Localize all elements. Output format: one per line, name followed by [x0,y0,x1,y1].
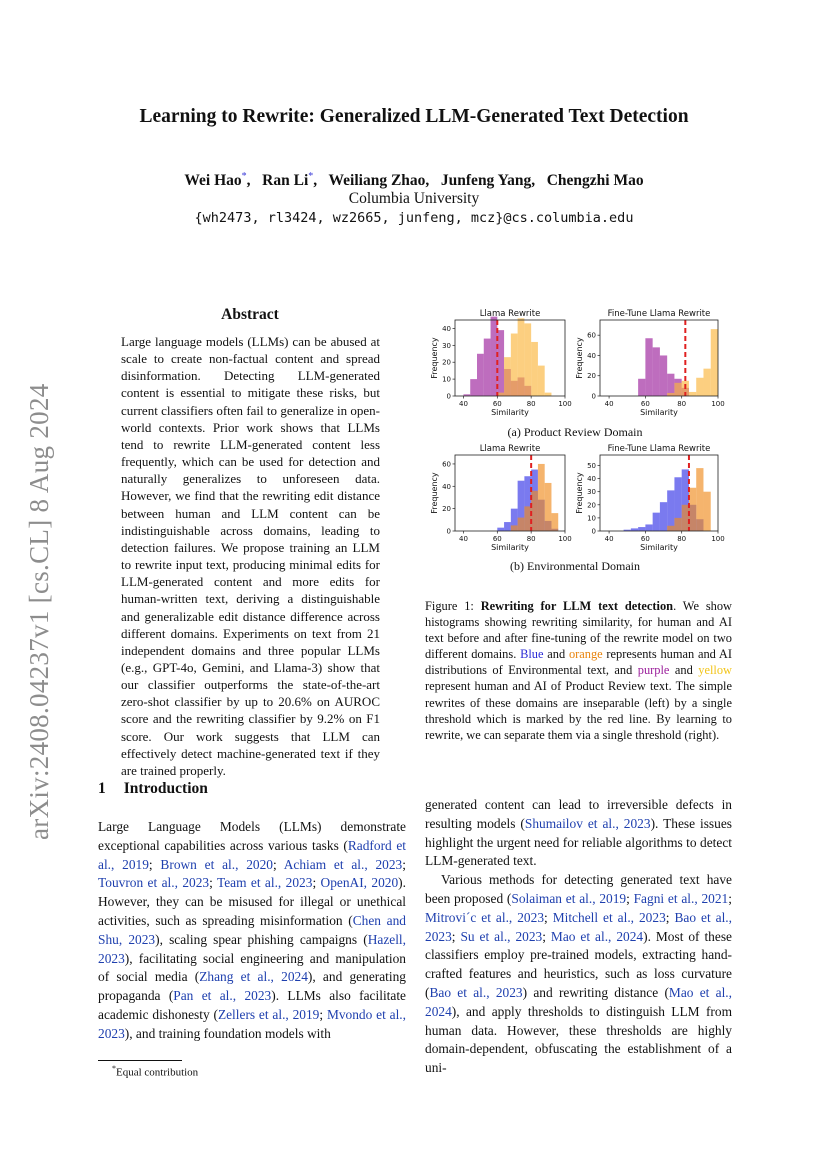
x-tick-label: 80 [526,400,536,408]
x-axis-label: Similarity [491,543,529,552]
author-name: Chengzhi Mao [546,172,644,190]
histogram-bar [538,366,545,396]
figure-1 [415,300,735,580]
x-tick-label: 40 [459,400,468,408]
text-run: ; [544,909,553,925]
y-tick-label: 20 [587,501,596,510]
x-tick-label: 60 [492,535,502,543]
citation-link[interactable]: Touvron et al., 2023 [98,875,210,891]
histogram-bar [511,334,518,396]
histogram-bar [518,318,525,396]
y-tick-label: 60 [587,331,596,340]
paper-title: Learning to Rewrite: Generalized LLM-Generated Text Detection [139,106,689,127]
x-tick-label: 100 [711,535,725,543]
text-run: ; [728,890,732,906]
text-run: ), and generating propaganda ( [98,969,406,1004]
histogram-bar [484,339,491,396]
y-tick-label: 50 [587,461,596,470]
histogram-bar [653,513,660,531]
y-axis-label: Frequency [430,472,439,514]
text-run: Large Language Models (LLMs) demonstrate exceptional capabilities across various tasks ( [98,819,406,853]
x-tick-label: 100 [558,535,572,543]
y-tick-label: 0 [446,392,451,401]
citation-link[interactable]: Mao et al., 2024 [425,984,732,1019]
histogram-bar [689,392,696,396]
histogram-bar [703,492,710,531]
histogram-bar [667,526,674,531]
caption-run: represents human and AI distributions of Environmental text, and [425,647,732,678]
x-tick-label: 60 [640,400,650,408]
text-run: ; [451,928,461,944]
y-axis-label: Frequency [575,472,584,514]
text-run: ; [209,875,217,891]
x-axis-label: Similarity [491,408,529,417]
chart-title: Fine-Tune Llama Rewrite [607,309,711,319]
text-run: ). LLMs also facilitate academic dishonesty ( [98,988,406,1022]
citation-link[interactable]: Radford et al., 2019 [98,837,407,872]
caption-run: represent human and AI of Product Review text. The simple rewrites of these domains are inseparable (left) by a single threshold which is marked by the red line. By learning to rewrite, we can separate them via a single threshold (right). [425,679,732,742]
author-name: Wei Hao [184,172,242,190]
text-run: ; [665,909,675,925]
text-run: ; [148,856,161,872]
author-name: Weiliang Zhao [328,172,426,190]
histogram-bar [524,323,531,396]
histogram-bar [660,355,667,396]
text-run: ), scaling spear phishing campaigns ( [155,931,368,947]
y-tick-label: 10 [442,375,451,384]
citation-link[interactable]: Hazell, 2023 [98,931,406,966]
intro-left-column [98,818,406,1044]
y-tick-label: 20 [442,505,451,514]
histogram-bar [689,488,696,531]
y-tick-label: 20 [587,372,596,381]
citation-link[interactable]: Chen and Shu, 2023 [98,912,406,947]
text-run: ; [312,875,321,891]
y-tick-label: 20 [442,358,451,367]
x-tick-label: 60 [640,535,650,543]
y-tick-label: 40 [587,351,596,360]
affiliation: Columbia University [348,190,480,207]
citation-link[interactable]: Brown et al., 2020 [160,856,273,872]
text-run: generated content can lead to irreversible defects in resulting models ( [425,797,732,831]
x-tick-label: 80 [526,535,536,543]
y-axis-label: Frequency [430,337,439,379]
histogram-bar [504,522,511,531]
x-axis-label: Similarity [640,543,678,552]
histogram-bar [551,513,558,531]
histogram-bar [638,527,645,531]
arxiv-id: arXiv:2408.04237v1 [cs.CL] 8 Aug 2024 [24,383,54,840]
histogram-bar [682,505,689,531]
color-word-purple: purple [637,663,670,678]
caption-bold: Rewriting for LLM text detection [480,599,674,613]
histogram-bar [538,464,545,531]
intro-paragraph [425,796,732,871]
text-run: Various methods for detecting generated text have been proposed ( [425,872,732,906]
citation-link[interactable]: Mao et al., 2024 [550,928,644,944]
y-tick-label: 0 [591,392,596,401]
text-run: ; [319,1006,327,1022]
histogram-bar [638,379,645,396]
citation-link[interactable]: Zhang et al., 2024 [199,969,308,985]
y-tick-label: 0 [591,527,596,536]
histogram-bar [696,378,703,396]
figure-caption [425,598,732,743]
text-run: ; [402,856,406,872]
footnote-text: Equal contribution [116,1066,199,1079]
histogram-bar [674,518,681,531]
histogram-bar [491,317,498,396]
citation-link[interactable]: OpenAI, 2020 [320,875,399,891]
histogram-bar [497,330,504,396]
y-axis-label: Frequency [575,337,584,379]
author-name: Ran Li [262,172,309,190]
caption-run: and [543,647,569,662]
intro-right-column [425,796,732,1078]
histogram-bar [531,342,538,396]
citation-link[interactable]: Bao et al., 2023 [425,909,732,944]
y-tick-label: 30 [442,341,451,350]
histogram-bar [674,383,681,396]
x-tick-label: 40 [604,535,614,543]
histogram-bar [711,329,718,396]
histogram-bar [645,524,652,531]
color-word-orange: orange [568,647,603,662]
citation-link[interactable]: Solaiman et al., 2019 [511,890,627,906]
arxiv-sidebar [24,370,54,840]
intro-paragraph [425,871,732,1078]
y-tick-label: 40 [442,482,451,491]
text-run: ), and training foundation models with [124,1025,331,1041]
histogram-bar [645,338,652,396]
histogram-bar [531,491,538,531]
text-run: ). These issues highlight the urgent need for reliable algorithms to detect LLM-generated text. [425,815,732,869]
text-run: ). Most of these classifiers employ pre-trained models, extracting hand-crafted features and heuristics, such as loss curvature ( [425,928,732,1000]
y-tick-label: 40 [442,324,451,333]
histogram-bar [518,518,525,531]
y-tick-label: 40 [587,475,596,484]
abstract-text: Large language models (LLMs) can be abused at scale to create non-factual content and spread disinformation. Detecting LLM-generated content is essential to mitigate these risks, but current classifiers often fail to generalize in open-world contexts. Prior work shows that LLMs tend to rewrite LLM-generated content less frequently, which can be used for detection and naturally generalizes to unforeseen data. However, we find that the rewriting edit distance between human and LLM content can be indistinguishable across domains, leading to detection failures. We propose training an LLM to rewrite input text, producing minimal edits for LLM-generated content and more edits for human-written text, deriving a distinguishable and generalizable edit distance difference across different domains. Experiments on text from 21 independent domains and three popular LLMs (e.g., GPT-4o, Gemini, and Llama-3) show that our classifier outperforms the state-of-the-art zero-shot classifier by up to 20.6% on AUROC score and the rewriting classifier by 9.2% on F1 score. Our work suggests that LLM can effectively detect machine-generated text if they are trained properly. [121,334,380,778]
x-tick-label: 40 [459,535,468,543]
subcaption-b: (b) Environmental Domain [510,559,640,573]
author-list: Wei Hao*, Ran Li*, Weiliang Zhao, Junfeng Yang, Chengzhi Mao [184,171,644,190]
footnote-mark: * [112,1064,116,1073]
citation-link[interactable]: Zellers et al., 2019 [217,1006,320,1022]
histogram-bar [703,369,710,396]
histogram-bar [524,506,531,531]
citation-link[interactable]: Mvondo et al., 2023 [98,1006,406,1041]
color-word-yellow: yellow [698,663,732,678]
x-tick-label: 80 [677,535,687,543]
footnote [112,1064,198,1079]
y-tick-label: 30 [587,488,596,497]
text-run: ; [272,856,284,872]
y-tick-label: 60 [442,460,451,469]
x-axis-label: Similarity [640,408,678,417]
histogram-bar [667,490,674,531]
histogram-bar [470,379,477,396]
citation-link[interactable]: Pan et al., 2023 [173,988,272,1004]
text-run: ; [626,890,634,906]
citation-link[interactable]: Su et al., 2023 [460,928,543,944]
caption-run: Figure 1: [425,599,481,613]
x-tick-label: 100 [558,400,572,408]
subcaption-a: (a) Product Review Domain [507,425,643,439]
section-title: Introduction [123,780,208,797]
histogram-bar [497,528,504,531]
histogram-bar [660,502,667,531]
text-run: ), facilitating social engineering and manipulation of social media ( [98,950,406,985]
histogram-bar [477,354,484,396]
section-number: 1 [98,780,106,797]
chart-title: Llama Rewrite [479,444,541,454]
citation-link[interactable]: Achiam et al., 2023 [283,856,403,872]
citation-link[interactable]: Shumailov et al., 2023 [524,815,651,831]
citation-link[interactable]: Team et al., 2023 [216,875,313,891]
chart-title: Fine-Tune Llama Rewrite [607,444,711,454]
text-run: ), and apply thresholds to distinguish LLM from human data. However, these thresholds are highly domain-dependent, obfuscating the establishment of a uni- [425,1003,732,1076]
histogram-bar [497,393,504,396]
author-name: Junfeng Yang [440,172,532,190]
citation-link[interactable]: Bao et al., 2023 [429,984,523,1000]
x-tick-label: 100 [711,400,725,408]
histogram-bar [545,483,552,531]
y-tick-label: 0 [446,527,451,536]
chart-title: Llama Rewrite [479,309,541,319]
histogram-bar [545,393,552,396]
color-word-blue: Blue [520,647,544,662]
section-heading [98,780,208,798]
histogram-bar [511,525,518,531]
histogram-bar [653,347,660,396]
histogram-bar [667,374,674,396]
author-mark: * [241,171,247,182]
abstract-heading: Abstract [221,306,279,323]
histogram-bar [696,468,703,531]
footnote-rule [98,1060,182,1061]
histogram-bar [504,357,511,396]
caption-run: and [669,663,699,678]
text-run: ; [542,928,551,944]
x-tick-label: 80 [677,400,687,408]
email-list: {wh2473, rl3424, wz2665, junfeng, mcz}@cs.columbia.edu [194,210,634,226]
citation-link[interactable]: Mitchell et al., 2023 [552,909,666,925]
histogram-bar [667,393,674,396]
caption-run: . We show histograms showing rewriting similarity, for human and AI text before and after fine-tuning of the rewrite model on two different domains. [425,599,733,662]
citation-link[interactable]: Fagni et al., 2021 [633,890,729,906]
author-mark: * [308,171,314,182]
text-run: ) and rewriting distance ( [522,984,669,1000]
text-run: ). However, they can be misused for illegal or unethical activities, such as spreading misinformation ( [98,875,406,928]
x-tick-label: 60 [492,400,502,408]
y-tick-label: 10 [587,514,596,523]
citation-link[interactable]: Mitrovi´c et al., 2023 [425,909,545,925]
x-tick-label: 40 [604,400,614,408]
